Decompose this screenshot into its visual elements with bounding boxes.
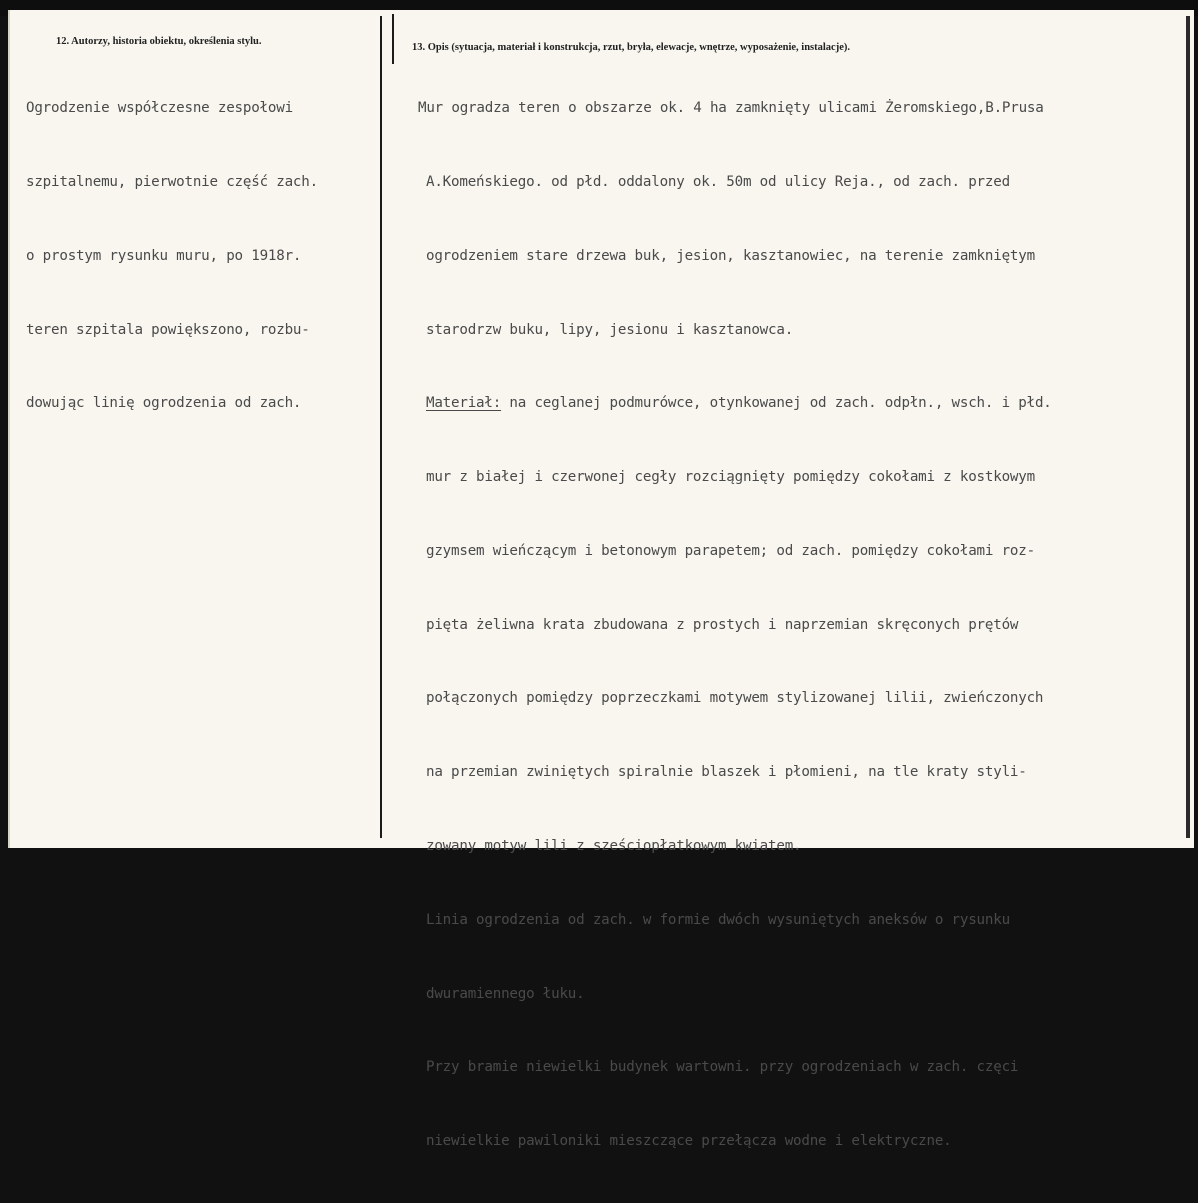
field-13-label: 13. Opis (sytuacja, materiał i konstrukcja, rzut, bryła, elewacje, wnętrze, wyposażenie, instalacje). <box>412 42 851 53</box>
field-13-line: Mur ogradza teren o obszarze ok. 4 ha zamknięty ulicami Żeromskiego,B.Prusa <box>418 100 1044 117</box>
material-heading: Materiał: <box>426 395 502 412</box>
column-divider <box>380 16 382 838</box>
field-13-line: na przemian zwiniętych spiralnie blaszek i płomieni, na tle kraty styli- <box>426 764 1027 781</box>
field-13-line: pięta żeliwna krata zbudowana z prostych i naprzemian skręconych prętów <box>426 616 1019 633</box>
material-text: na ceglanej podmurówce, otynkowanej od zach. odpłn., wsch. i płd. <box>509 395 1052 412</box>
field-13-line: Linia ogrodzenia od zach. w formie dwóch wysuniętych aneksów o rysunku <box>426 911 1010 928</box>
field-13-line: Przy bramie niewielki budynek wartowni. przy ogrodzeniach w zach. częci <box>426 1059 1019 1076</box>
field-12-line: teren szpitala powiększono, rozbu- <box>26 321 310 338</box>
field-12-text <box>26 47 376 465</box>
field-12-section <box>26 36 376 465</box>
column-divider-top <box>392 14 394 64</box>
field-13-material-line <box>426 391 1182 416</box>
field-12-line: o prostym rysunku muru, po 1918r. <box>26 247 302 264</box>
field-12-line: Ogrodzenie współczesne zespołowi <box>26 100 293 117</box>
field-13-line: gzymsem wieńczącym i betonowym parapetem; od zach. pomiędzy cokołami roz- <box>426 542 1035 559</box>
field-13-line: dwuramiennego łuku. <box>426 985 585 1002</box>
field-13-line: starodrzw buku, lipy, jesionu i kasztanowca. <box>426 321 794 338</box>
field-13-line: niewielkie pawiloniki mieszczące przełącza wodne i elektryczne. <box>426 1133 952 1150</box>
card-right-edge <box>1186 16 1190 838</box>
field-13-line: połączonych pomiędzy poprzeczkami motywem stylizowanej lilii, zwieńczonych <box>426 690 1044 707</box>
field-13-line: ogrodzeniem stare drzewa buk, jesion, kasztanowiec, na terenie zamkniętym <box>426 247 1035 264</box>
field-13-text <box>412 47 1182 1203</box>
field-13-line: A.Komeńskiego. od płd. oddalony ok. 50m od ulicy Reja., od zach. przed <box>426 173 1010 190</box>
field-12-line: dowując linię ogrodzenia od zach. <box>26 395 302 412</box>
field-13-line: zowany motyw lili z sześciopłatkowym kwiatem. <box>426 838 802 854</box>
field-13-section <box>412 42 1182 1203</box>
field-13-line: mur z białej i czerwonej cegły rozciągnięty pomiędzy cokołami z kostkowym <box>426 469 1035 486</box>
field-12-line: szpitalnemu, pierwotnie część zach. <box>26 173 318 190</box>
field-12-label: 12. Autorzy, historia obiektu, określenia stylu. <box>56 36 262 47</box>
